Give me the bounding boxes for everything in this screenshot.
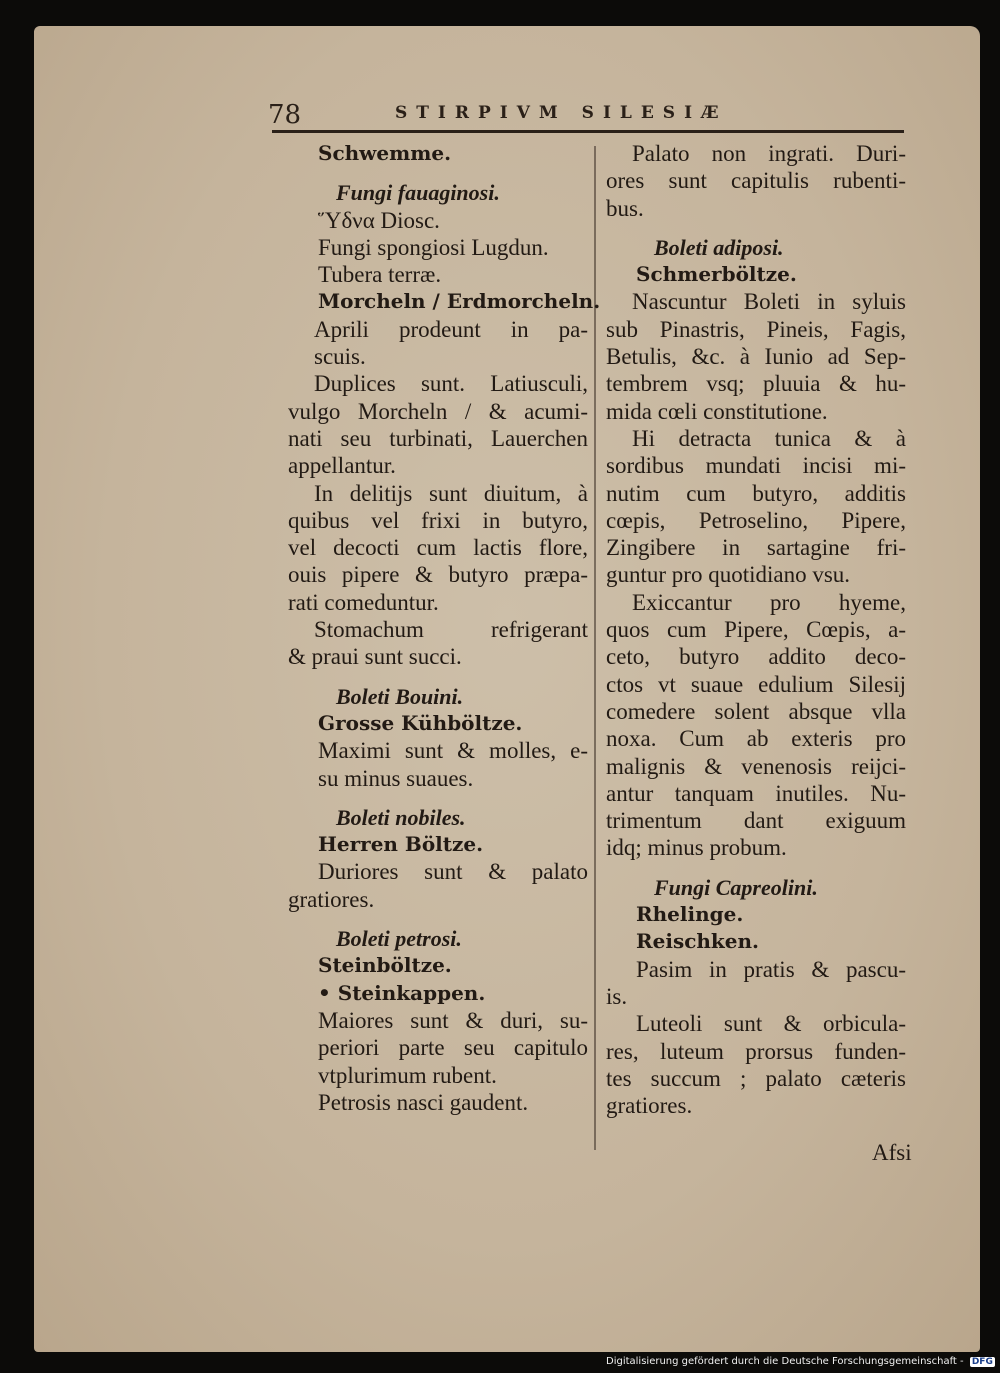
spacer bbox=[606, 222, 906, 234]
text-line: appellantur. bbox=[288, 453, 396, 479]
spacer bbox=[288, 167, 588, 179]
dfg-logo: DFG bbox=[971, 1357, 993, 1367]
text-line: gratiores. bbox=[606, 1093, 693, 1119]
text-line: Maiores sunt & duri, su- bbox=[318, 1007, 588, 1033]
running-head: STIRPIVM SILESIÆ bbox=[395, 103, 728, 123]
text-line: Ὕδνα Diosc. bbox=[318, 207, 440, 233]
spacer bbox=[606, 862, 906, 874]
text-line: su minus suaues. bbox=[318, 765, 474, 791]
text-line: sordibus mundati incisi mi- bbox=[606, 453, 906, 479]
text-line: ores sunt capitulis rubenti- bbox=[606, 168, 906, 194]
text-line: ceto, butyro addito deco- bbox=[606, 644, 906, 670]
text-line: Herren Böltze. bbox=[318, 832, 484, 857]
text-line: Schwemme. bbox=[318, 141, 452, 165]
text-line: Steinböltze. bbox=[318, 953, 452, 978]
text-line: Rhelinge. bbox=[636, 902, 744, 927]
text-line: idq; minus probum. bbox=[606, 835, 787, 861]
text-line: periori parte seu capitulo bbox=[318, 1035, 588, 1061]
text-line: rati comeduntur. bbox=[288, 589, 439, 615]
right-column bbox=[606, 140, 906, 1119]
text-line: ouis pipere & butyro præpa- bbox=[288, 562, 588, 588]
text-line: Exiccantur pro hyeme, bbox=[632, 589, 906, 615]
section-heading: Boleti nobiles. bbox=[336, 804, 466, 830]
spacer bbox=[288, 671, 588, 683]
text-line: Duplices sunt. Latiusculi, bbox=[314, 371, 588, 397]
section-heading: Boleti Bouini. bbox=[336, 683, 464, 709]
header-rule bbox=[272, 130, 904, 133]
text-line: Zingibere in sartagine fri- bbox=[606, 535, 906, 561]
section-heading: Boleti petrosi. bbox=[336, 926, 462, 952]
footer-text: Digitalisierung gefördert durch die Deutsche Forschungsgemeinschaft - bbox=[606, 1356, 964, 1367]
section-heading: Fungi Capreolini. bbox=[654, 874, 818, 900]
text-line: • Steinkappen. bbox=[318, 980, 486, 1005]
text-line: vulgo Morcheln / & acumi- bbox=[288, 398, 588, 424]
text-line: guntur pro quotidiano vsu. bbox=[606, 562, 851, 588]
text-line: trimentum dant exiguum bbox=[606, 808, 906, 834]
spacer bbox=[288, 913, 588, 925]
text-line: tes succum ; palato cæteris bbox=[606, 1065, 906, 1091]
text-line: nati seu turbinati, Lauerchen bbox=[288, 425, 588, 451]
text-line: vtplurimum rubent. bbox=[318, 1062, 497, 1088]
text-line: Luteoli sunt & orbicula- bbox=[636, 1011, 906, 1037]
text-line: Aprili prodeunt in pa- bbox=[314, 316, 588, 342]
text-line: Maximi sunt & molles, e- bbox=[318, 738, 588, 764]
text-line: scuis. bbox=[314, 344, 366, 370]
page-number: 78 bbox=[268, 100, 302, 130]
text-line: nutim cum butyro, additis bbox=[606, 480, 906, 506]
text-line: res, luteum prorsus funden- bbox=[606, 1038, 906, 1064]
spacer bbox=[288, 792, 588, 804]
text-line: Betulis, &c. à Iunio ad Sep- bbox=[606, 344, 906, 370]
left-column bbox=[288, 140, 601, 1116]
text-line: comedere solent absque vlla bbox=[606, 698, 906, 724]
text-line: malignis & venenosis reijci- bbox=[606, 753, 906, 779]
text-line: Pasim in pratis & pascu- bbox=[636, 956, 906, 982]
catchword: Afsi bbox=[872, 1140, 912, 1165]
text-line: Grosse Kühböltze. bbox=[318, 710, 523, 735]
text-line: Stomachum refrigerant bbox=[314, 617, 588, 643]
text-line: Reischken. bbox=[636, 929, 760, 954]
text-line: gratiores. bbox=[288, 886, 375, 912]
text-line: & praui sunt succi. bbox=[288, 644, 462, 670]
text-line: Palato non ingrati. Duri- bbox=[632, 141, 906, 166]
text-line: Duriores sunt & palato bbox=[318, 859, 588, 885]
text-line: ctos vt suaue edulium Silesij bbox=[606, 671, 906, 697]
text-line: Morcheln / Erdmorcheln. bbox=[318, 289, 601, 314]
text-line: Fungi spongiosi Lugdun. bbox=[318, 234, 549, 260]
text-line: Schmerböltze. bbox=[636, 262, 797, 287]
text-line: Petrosis nasci gaudent. bbox=[318, 1089, 529, 1115]
text-line: bus. bbox=[606, 195, 644, 221]
footer bbox=[606, 1356, 995, 1367]
text-line: is. bbox=[606, 983, 628, 1009]
text-line: quibus vel frixi in butyro, bbox=[288, 507, 588, 533]
text-line: Nascuntur Boleti in syluis bbox=[632, 289, 906, 315]
text-line: cœpis, Petroselino, Pipere, bbox=[606, 507, 906, 533]
text-line: mida cœli constitutione. bbox=[606, 398, 828, 424]
text-line: Hi detracta tunica & à bbox=[632, 425, 906, 451]
text-line: Tubera terræ. bbox=[318, 262, 442, 288]
text-line: sub Pinastris, Pineis, Fagis, bbox=[606, 316, 906, 342]
text-line: In delitijs sunt diuitum, à bbox=[314, 480, 588, 506]
text-line: tembrem vsq; pluuia & hu- bbox=[606, 371, 906, 397]
section-heading: Fungi fauaginosi. bbox=[336, 180, 500, 206]
text-line: vel decocti cum lactis flore, bbox=[288, 535, 588, 561]
text-line: quos cum Pipere, Cœpis, a- bbox=[606, 617, 906, 643]
section-heading: Boleti adiposi. bbox=[654, 234, 784, 260]
text-line: antur tanquam inutiles. Nu- bbox=[606, 780, 906, 806]
text-line: noxa. Cum ab exteris pro bbox=[606, 726, 906, 752]
